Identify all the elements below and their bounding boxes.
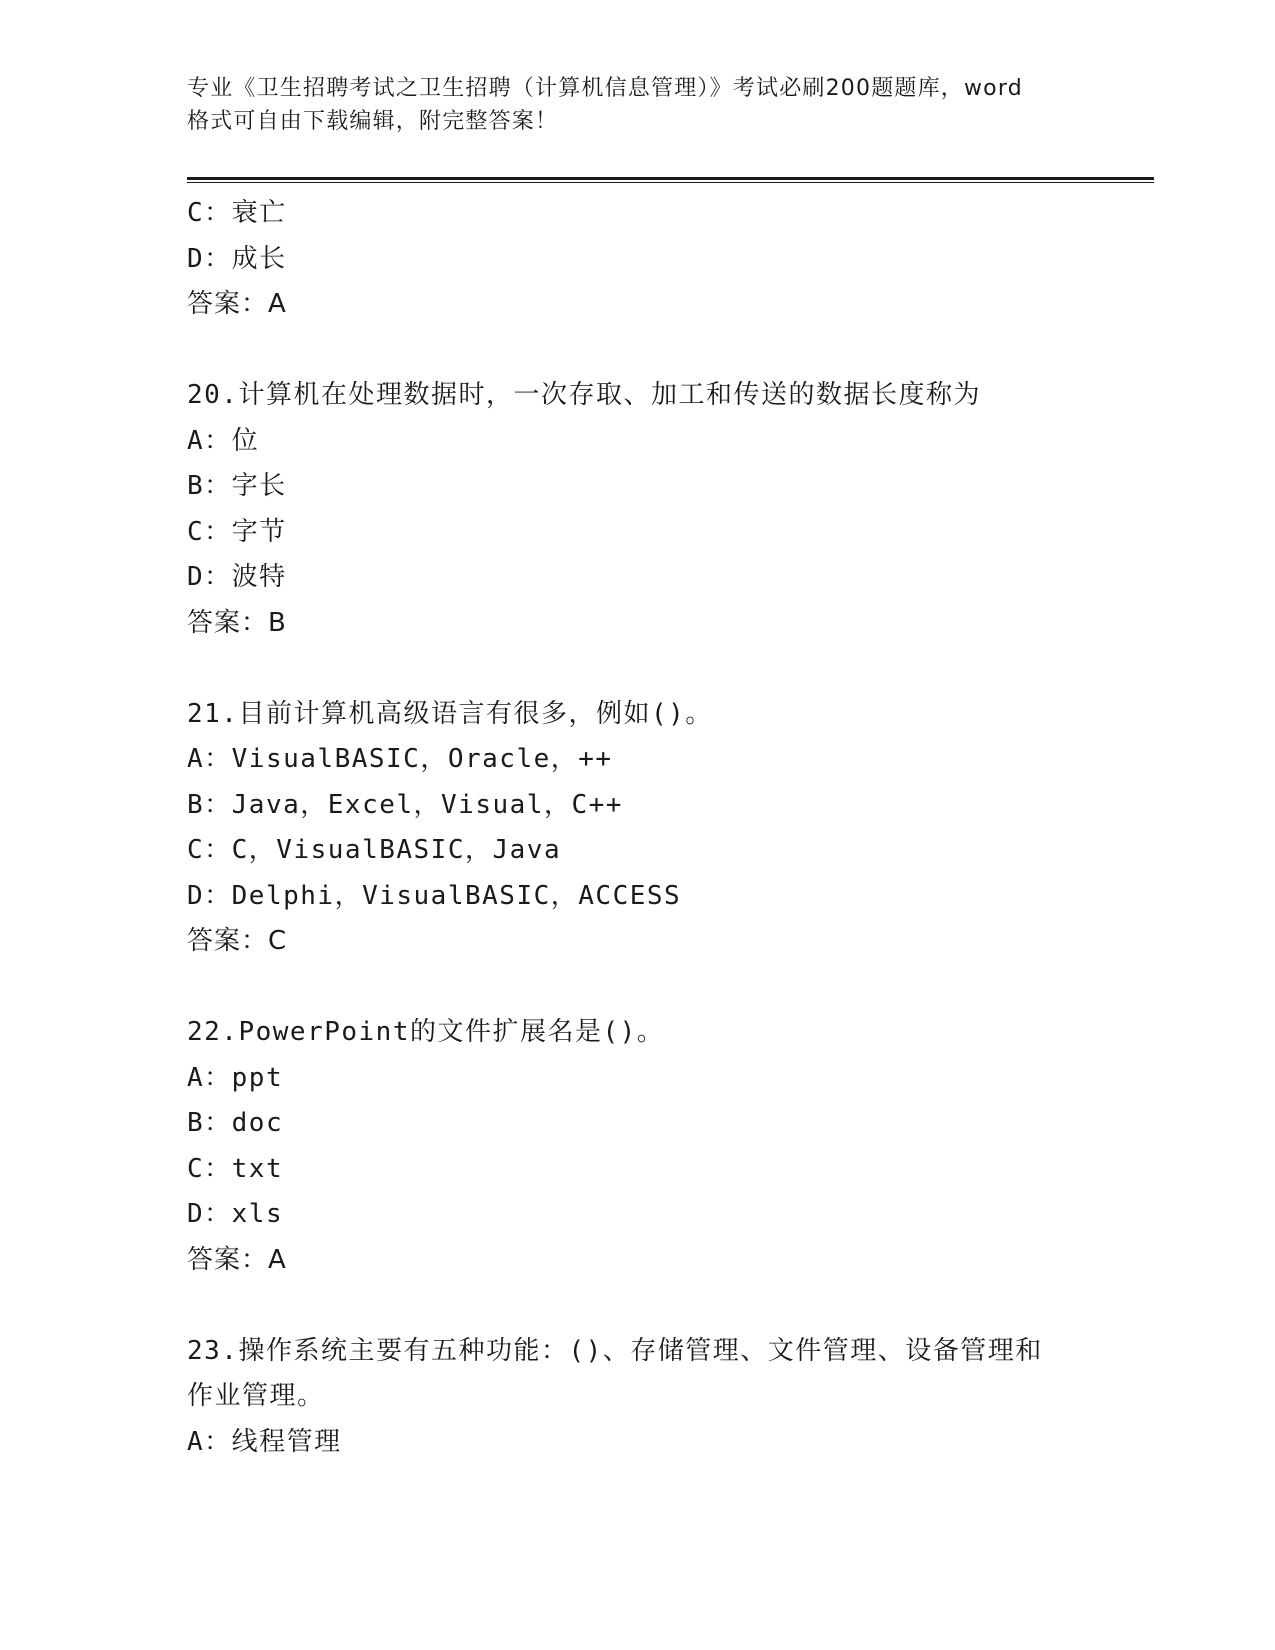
option-c: C：txt [187, 1153, 284, 1184]
question-spacer [187, 1283, 1087, 1329]
option-d: D：Delphi，VisualBASIC，ACCESS [187, 880, 682, 911]
option-d: D：波特 [187, 562, 287, 592]
header-title-line-2: 格式可自由下载编辑，附完整答案！ [187, 109, 559, 134]
option-c: C：字节 [187, 516, 287, 547]
question-spacer [187, 965, 1087, 1011]
question-stem: 20.计算机在处理数据时，一次存取、加工和传送的数据长度称为 [187, 380, 981, 410]
question-list [187, 191, 1087, 1465]
option-d: D：xls [187, 1199, 284, 1229]
question-22 [187, 1010, 1087, 1283]
option-b: B：字长 [187, 471, 287, 501]
answer-label: 答案：C [187, 926, 288, 956]
header-divider-thin [187, 182, 1154, 183]
question-20 [187, 373, 1087, 646]
question-stem: 21.目前计算机高级语言有很多，例如()。 [187, 698, 713, 729]
question-stem-line-2: 作业管理。 [187, 1381, 325, 1411]
question-19-tail [187, 191, 1087, 328]
question-23 [187, 1329, 1087, 1466]
option-c: C：衰亡 [187, 198, 287, 228]
question-spacer [187, 646, 1087, 692]
option-a: A：VisualBASIC，Oracle，++ [187, 744, 613, 774]
header-title-line-1: 专业《卫生招聘考试之卫生招聘（计算机信息管理）》考试必刷200题题库，word [187, 76, 1023, 101]
page-header [187, 72, 1087, 138]
option-a: A：位 [187, 425, 260, 456]
option-a: A：线程管理 [187, 1426, 342, 1457]
question-stem-line-1: 23.操作系统主要有五种功能：()、存储管理、文件管理、设备管理和 [187, 1335, 1043, 1366]
question-spacer [187, 328, 1087, 374]
question-stem: 22.PowerPoint的文件扩展名是()。 [187, 1017, 665, 1047]
option-b: B：doc [187, 1108, 284, 1138]
answer-label: 答案：B [187, 607, 287, 638]
answer-label: 答案：A [187, 1244, 287, 1275]
question-21 [187, 692, 1087, 965]
answer-label: 答案：A [187, 289, 287, 319]
option-c: C：C，VisualBASIC，Java [187, 835, 562, 865]
option-b: B：Java，Excel，Visual，C++ [187, 789, 623, 820]
option-d: D：成长 [187, 243, 287, 274]
header-divider-thick [187, 177, 1154, 180]
option-a: A：ppt [187, 1062, 284, 1093]
